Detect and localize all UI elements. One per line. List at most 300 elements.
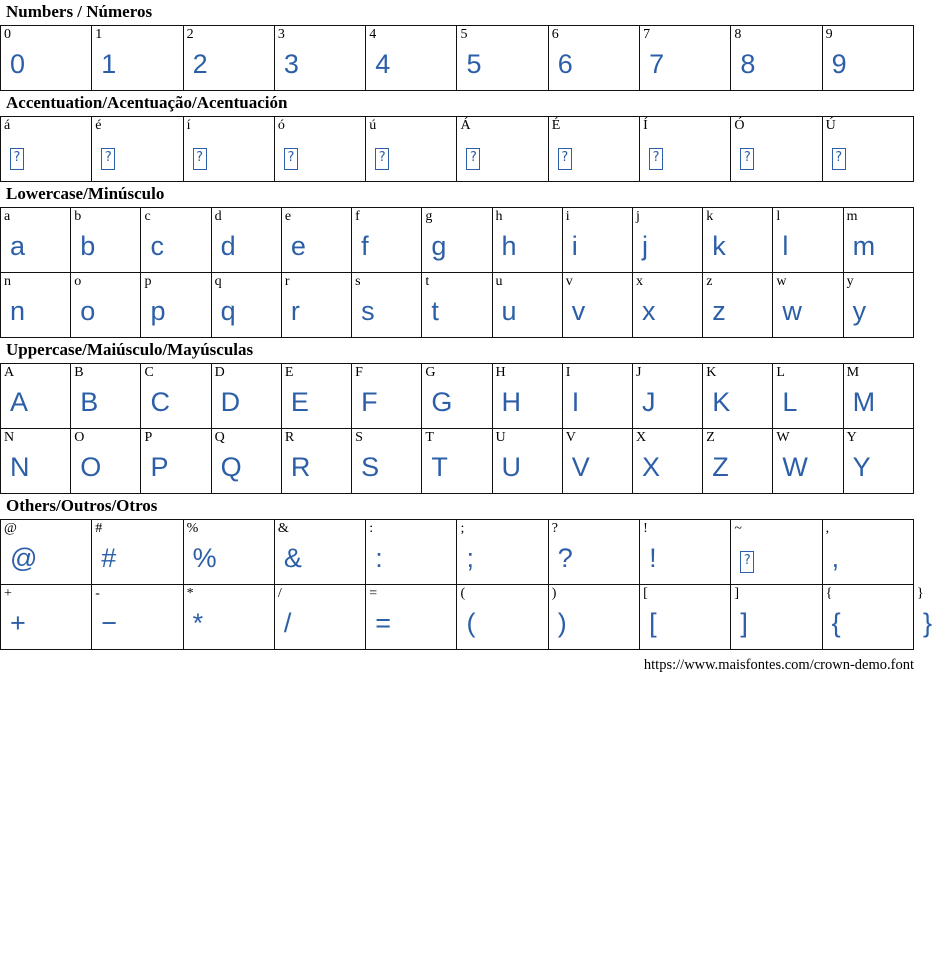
glyph-table bbox=[0, 116, 914, 182]
glyph-cell bbox=[183, 117, 274, 182]
glyph-rendered: , bbox=[831, 543, 840, 573]
glyph-cell bbox=[352, 208, 422, 273]
glyph-char-label: B bbox=[74, 365, 84, 380]
glyph-rendered: % bbox=[192, 543, 217, 573]
glyph-cell bbox=[731, 585, 822, 650]
glyph-char-label: Á bbox=[460, 118, 471, 133]
glyph-rendered: G bbox=[431, 387, 453, 417]
glyph-char-label: # bbox=[95, 521, 103, 536]
glyph-char-label: r bbox=[284, 274, 290, 289]
glyph-row bbox=[1, 208, 914, 273]
glyph-cell bbox=[773, 429, 843, 494]
glyph-char-label: E bbox=[284, 365, 294, 380]
glyph-rendered: B bbox=[80, 387, 99, 417]
glyph-char-label: ; bbox=[460, 521, 465, 536]
glyph-char-label: T bbox=[425, 430, 434, 445]
notdef-icon: ? bbox=[740, 551, 754, 573]
glyph-char-label: s bbox=[355, 274, 361, 289]
glyph-rendered: 7 bbox=[649, 49, 665, 79]
glyph-missing-box bbox=[1, 134, 91, 180]
glyph-char-label: S bbox=[355, 430, 363, 445]
section-accentuation bbox=[0, 91, 916, 182]
glyph-char-label: b bbox=[74, 209, 82, 224]
glyph-rendered: f bbox=[361, 231, 369, 261]
glyph-rendered: X bbox=[641, 452, 660, 482]
glyph-char-label: : bbox=[369, 521, 374, 536]
glyph-char-label: 8 bbox=[734, 27, 742, 42]
glyph-rendered: O bbox=[80, 452, 102, 482]
glyph-cell bbox=[562, 208, 632, 273]
glyph-row bbox=[1, 520, 914, 585]
glyph-rendered: = bbox=[375, 608, 391, 638]
glyph-cell bbox=[1, 26, 92, 91]
glyph-char-label: * bbox=[186, 586, 194, 601]
glyph-char-label: e bbox=[284, 209, 292, 224]
glyph-rendered: { bbox=[831, 608, 841, 638]
glyph-cell bbox=[71, 208, 141, 273]
glyph-char-label: @ bbox=[4, 521, 17, 536]
glyph-rendered: Q bbox=[220, 452, 242, 482]
glyph-rendered: ] bbox=[740, 608, 748, 638]
glyph-row bbox=[1, 117, 914, 182]
glyph-char-label: Ú bbox=[825, 118, 836, 133]
glyph-cell bbox=[211, 364, 281, 429]
glyph-cell bbox=[562, 429, 632, 494]
glyph-cell bbox=[703, 429, 773, 494]
glyph-cell bbox=[92, 117, 183, 182]
glyph-rendered: : bbox=[375, 543, 383, 573]
glyph-rendered: & bbox=[283, 543, 302, 573]
glyph-char-label: é bbox=[95, 118, 102, 133]
glyph-cell bbox=[773, 208, 843, 273]
glyph-rendered: p bbox=[150, 296, 166, 326]
glyph-char-label: w bbox=[776, 274, 787, 289]
glyph-char-label: , bbox=[825, 521, 830, 536]
glyph-rendered: V bbox=[571, 452, 590, 482]
glyph-rendered: 3 bbox=[283, 49, 299, 79]
glyph-cell bbox=[640, 117, 731, 182]
glyph-rendered: / bbox=[283, 608, 292, 638]
glyph-char-label: ? bbox=[551, 521, 558, 536]
glyph-rendered: C bbox=[150, 387, 170, 417]
glyph-char-label: f bbox=[355, 209, 360, 224]
glyph-cell bbox=[773, 364, 843, 429]
section-lowercase bbox=[0, 182, 916, 338]
glyph-rendered: o bbox=[80, 296, 96, 326]
glyph-char-label: Ó bbox=[734, 118, 745, 133]
glyph-missing-box bbox=[366, 134, 456, 180]
glyph-rendered: Z bbox=[712, 452, 729, 482]
glyph-char-label: 9 bbox=[825, 27, 833, 42]
glyph-char-label: - bbox=[95, 586, 100, 601]
glyph-missing-box bbox=[549, 134, 639, 180]
glyph-cell bbox=[492, 364, 562, 429]
glyph-char-label: ) bbox=[551, 586, 557, 601]
glyph-rendered: ) bbox=[557, 608, 567, 638]
glyph-char-label: á bbox=[4, 118, 11, 133]
glyph-cell bbox=[548, 520, 639, 585]
glyph-char-label: í bbox=[186, 118, 191, 133]
glyph-char-label: = bbox=[369, 586, 378, 601]
glyph-rendered: d bbox=[220, 231, 236, 261]
glyph-cell bbox=[457, 26, 548, 91]
glyph-missing-box bbox=[731, 537, 821, 583]
glyph-cell bbox=[457, 117, 548, 182]
glyph-cell bbox=[71, 364, 141, 429]
glyph-rendered: w bbox=[782, 296, 802, 326]
notdef-icon: ? bbox=[558, 148, 572, 170]
glyph-char-label: 3 bbox=[277, 27, 285, 42]
glyph-rendered: t bbox=[431, 296, 439, 326]
glyph-char-label: d bbox=[214, 209, 222, 224]
glyph-char-label: H bbox=[495, 365, 506, 380]
glyph-rendered: g bbox=[431, 231, 447, 261]
glyph-cell bbox=[211, 429, 281, 494]
glyph-char-label: 0 bbox=[4, 27, 11, 42]
glyph-rendered: N bbox=[10, 452, 30, 482]
glyph-row bbox=[1, 26, 914, 91]
section-others bbox=[0, 494, 932, 650]
glyph-char-label: + bbox=[4, 586, 12, 601]
glyph-rendered: − bbox=[101, 608, 118, 638]
glyph-rendered: K bbox=[712, 387, 731, 417]
glyph-cell bbox=[548, 585, 639, 650]
glyph-cell bbox=[843, 364, 913, 429]
glyph-cell bbox=[281, 273, 351, 338]
notdef-icon: ? bbox=[101, 148, 115, 170]
glyph-char-label: x bbox=[635, 274, 643, 289]
glyph-rendered: P bbox=[150, 452, 169, 482]
glyph-cell bbox=[731, 520, 822, 585]
glyph-rendered: R bbox=[290, 452, 311, 482]
glyph-char-label: É bbox=[551, 118, 561, 133]
glyph-cell bbox=[183, 585, 274, 650]
section-title: Others/Outros/Otros bbox=[6, 496, 158, 515]
glyph-char-label: n bbox=[4, 274, 11, 289]
glyph-table bbox=[0, 25, 914, 91]
glyph-char-label: V bbox=[565, 430, 576, 445]
glyph-cell bbox=[1, 273, 71, 338]
glyph-cell bbox=[274, 520, 365, 585]
glyph-rendered: 6 bbox=[557, 49, 573, 79]
section-uppercase bbox=[0, 338, 916, 494]
glyph-cell bbox=[1, 364, 71, 429]
glyph-cell bbox=[822, 520, 913, 585]
glyph-rendered: 5 bbox=[466, 49, 482, 79]
glyph-cell bbox=[71, 273, 141, 338]
glyph-cell bbox=[422, 364, 492, 429]
glyph-rendered: l bbox=[782, 231, 789, 261]
glyph-cell bbox=[92, 26, 183, 91]
notdef-icon: ? bbox=[375, 148, 389, 170]
glyph-rendered: j bbox=[641, 231, 648, 261]
glyph-rendered: J bbox=[641, 387, 656, 417]
glyph-char-label: A bbox=[4, 365, 15, 380]
glyph-rendered: ( bbox=[466, 608, 476, 638]
glyph-cell bbox=[492, 429, 562, 494]
glyph-cell bbox=[141, 273, 211, 338]
notdef-icon: ? bbox=[649, 148, 663, 170]
glyph-cell bbox=[366, 585, 457, 650]
notdef-icon: ? bbox=[740, 148, 754, 170]
glyph-char-label: { bbox=[825, 586, 833, 601]
glyph-cell bbox=[843, 273, 913, 338]
glyph-cell bbox=[731, 26, 822, 91]
glyph-cell bbox=[703, 208, 773, 273]
glyph-cell bbox=[562, 273, 632, 338]
glyph-char-label: Q bbox=[214, 430, 225, 445]
glyph-char-label: Y bbox=[846, 430, 857, 445]
glyph-cell bbox=[274, 117, 365, 182]
glyph-rendered: a bbox=[10, 231, 26, 261]
glyph-rendered: k bbox=[712, 231, 726, 261]
glyph-rendered: E bbox=[290, 387, 309, 417]
section-title: Numbers / Números bbox=[6, 2, 153, 21]
glyph-char-label: u bbox=[495, 274, 503, 289]
glyph-char-label: F bbox=[355, 365, 363, 380]
notdef-icon: ? bbox=[832, 148, 846, 170]
glyph-table bbox=[0, 363, 914, 494]
glyph-char-label: X bbox=[635, 430, 647, 445]
glyph-missing-box bbox=[184, 134, 274, 180]
glyph-char-label: t bbox=[425, 274, 430, 289]
glyph-rendered: L bbox=[782, 387, 798, 417]
glyph-cell bbox=[640, 585, 731, 650]
glyph-cell bbox=[1, 585, 92, 650]
glyph-rendered: 9 bbox=[831, 49, 847, 79]
glyph-char-label: G bbox=[425, 365, 436, 380]
glyph-char-label: 1 bbox=[95, 27, 103, 42]
glyph-rendered: } bbox=[922, 608, 932, 638]
glyph-cell bbox=[1, 429, 71, 494]
notdef-icon: ? bbox=[284, 148, 298, 170]
glyph-char-label: ~ bbox=[734, 521, 742, 536]
glyph-rendered: * bbox=[192, 608, 204, 638]
glyph-missing-box bbox=[640, 134, 730, 180]
glyph-rendered: S bbox=[361, 452, 380, 482]
glyph-char-label: ( bbox=[460, 586, 466, 601]
glyph-table bbox=[0, 519, 932, 650]
glyph-rendered: A bbox=[10, 387, 29, 417]
glyph-cell bbox=[548, 26, 639, 91]
glyph-rendered: + bbox=[10, 608, 26, 638]
glyph-missing-box bbox=[92, 134, 182, 180]
glyph-rendered: Y bbox=[852, 452, 871, 482]
glyph-cell bbox=[822, 585, 913, 650]
glyph-rendered: s bbox=[361, 296, 375, 326]
glyph-char-label: i bbox=[565, 209, 570, 224]
glyph-cell bbox=[822, 26, 913, 91]
section-title: Uppercase/Maiúsculo/Mayúsculas bbox=[6, 340, 254, 359]
glyph-rendered: ! bbox=[649, 543, 657, 573]
glyph-rendered: M bbox=[852, 387, 876, 417]
glyph-char-label: c bbox=[144, 209, 151, 224]
glyph-rendered: W bbox=[782, 452, 808, 482]
glyph-char-label: C bbox=[144, 365, 154, 380]
glyph-rendered: q bbox=[220, 296, 236, 326]
glyph-cell bbox=[274, 26, 365, 91]
glyph-char-label: h bbox=[495, 209, 503, 224]
glyph-cell bbox=[632, 429, 702, 494]
glyph-cell bbox=[773, 273, 843, 338]
glyph-char-label: P bbox=[144, 430, 153, 445]
glyph-cell bbox=[843, 208, 913, 273]
glyph-cell bbox=[71, 429, 141, 494]
glyph-char-label: z bbox=[706, 274, 713, 289]
glyph-char-label: 6 bbox=[551, 27, 559, 42]
glyph-cell bbox=[141, 208, 211, 273]
glyph-char-label: % bbox=[186, 521, 199, 536]
glyph-cell bbox=[274, 585, 365, 650]
glyph-char-label: Í bbox=[643, 118, 648, 133]
glyph-cell bbox=[457, 585, 548, 650]
glyph-cell bbox=[1, 117, 92, 182]
glyph-cell bbox=[640, 26, 731, 91]
glyph-rendered: c bbox=[150, 231, 164, 261]
glyph-cell bbox=[492, 208, 562, 273]
section-title: Accentuation/Acentuação/Acentuación bbox=[6, 93, 288, 112]
glyph-cell bbox=[562, 364, 632, 429]
glyph-cell bbox=[352, 273, 422, 338]
glyph-rendered: b bbox=[80, 231, 96, 261]
glyph-rendered: T bbox=[431, 452, 448, 482]
glyph-missing-box bbox=[823, 134, 913, 180]
glyph-cell bbox=[281, 208, 351, 273]
glyph-row bbox=[1, 429, 914, 494]
glyph-char-label: v bbox=[565, 274, 573, 289]
notdef-icon: ? bbox=[466, 148, 480, 170]
glyph-cell bbox=[703, 273, 773, 338]
glyph-char-label: I bbox=[565, 365, 571, 380]
glyph-rendered: I bbox=[571, 387, 580, 417]
glyph-cell bbox=[211, 273, 281, 338]
glyph-rendered: H bbox=[501, 387, 522, 417]
glyph-char-label: 5 bbox=[460, 27, 468, 42]
glyph-cell bbox=[281, 364, 351, 429]
glyph-cell bbox=[640, 520, 731, 585]
section-title: Lowercase/Minúsculo bbox=[6, 184, 165, 203]
source-url: https://www.maisfontes.com/crown-demo.font bbox=[643, 657, 914, 673]
glyph-cell bbox=[703, 364, 773, 429]
glyph-rendered: z bbox=[712, 296, 726, 326]
glyph-char-label: O bbox=[74, 430, 85, 445]
glyph-char-label: o bbox=[74, 274, 82, 289]
glyph-rendered: 2 bbox=[192, 49, 208, 79]
glyph-char-label: k bbox=[706, 209, 714, 224]
notdef-icon: ? bbox=[10, 148, 24, 170]
glyph-cell bbox=[422, 273, 492, 338]
glyph-cell bbox=[183, 26, 274, 91]
glyph-cell bbox=[492, 273, 562, 338]
glyph-missing-box bbox=[457, 134, 547, 180]
glyph-cell bbox=[366, 26, 457, 91]
glyph-char-label: 4 bbox=[369, 27, 377, 42]
glyph-cell bbox=[1, 208, 71, 273]
glyph-rendered: ; bbox=[466, 543, 474, 573]
glyph-char-label: q bbox=[214, 274, 222, 289]
glyph-table bbox=[0, 207, 914, 338]
glyph-rendered: 1 bbox=[101, 49, 117, 79]
glyph-rendered: u bbox=[501, 296, 517, 326]
glyph-char-label: R bbox=[284, 430, 295, 445]
glyph-char-label: p bbox=[144, 274, 152, 289]
glyph-cell bbox=[366, 117, 457, 182]
glyph-char-label: ! bbox=[643, 521, 648, 536]
glyph-char-label: l bbox=[776, 209, 781, 224]
glyph-char-label: j bbox=[635, 209, 640, 224]
glyph-cell bbox=[632, 364, 702, 429]
glyph-char-label: ] bbox=[734, 586, 740, 601]
glyph-rendered: v bbox=[571, 296, 586, 326]
glyph-char-label: 7 bbox=[643, 27, 651, 42]
glyph-char-label: } bbox=[916, 586, 924, 601]
glyph-char-label: N bbox=[4, 430, 15, 445]
glyph-char-label: & bbox=[277, 521, 289, 536]
glyph-rendered: ? bbox=[557, 543, 573, 573]
glyph-char-label: K bbox=[706, 365, 717, 380]
glyph-char-label: ú bbox=[369, 118, 377, 133]
glyph-row bbox=[1, 273, 914, 338]
glyph-char-label: U bbox=[495, 430, 506, 445]
glyph-rendered: m bbox=[852, 231, 876, 261]
glyph-missing-box bbox=[731, 134, 821, 180]
glyph-char-label: y bbox=[846, 274, 854, 289]
glyph-cell bbox=[352, 364, 422, 429]
glyph-rendered: U bbox=[501, 452, 522, 482]
glyph-rendered: x bbox=[641, 296, 656, 326]
glyph-char-label: J bbox=[635, 365, 642, 380]
glyph-cell bbox=[281, 429, 351, 494]
glyph-cell bbox=[632, 273, 702, 338]
glyph-char-label: m bbox=[846, 209, 858, 224]
glyph-rendered: r bbox=[290, 296, 300, 326]
glyph-cell bbox=[632, 208, 702, 273]
glyph-char-label: ó bbox=[277, 118, 285, 133]
glyph-cell bbox=[141, 429, 211, 494]
glyph-char-label: [ bbox=[643, 586, 648, 601]
glyph-rendered: i bbox=[571, 231, 578, 261]
glyph-char-label: g bbox=[425, 209, 433, 224]
glyph-cell bbox=[141, 364, 211, 429]
glyph-rendered: e bbox=[290, 231, 306, 261]
glyph-char-label: a bbox=[4, 209, 11, 224]
glyph-cell bbox=[92, 585, 183, 650]
glyph-rendered: F bbox=[361, 387, 378, 417]
glyph-rendered: h bbox=[501, 231, 517, 261]
glyph-char-label: 2 bbox=[186, 27, 194, 42]
glyph-cell bbox=[366, 520, 457, 585]
glyph-rendered: [ bbox=[649, 608, 657, 638]
glyph-cell bbox=[422, 429, 492, 494]
section-numbers bbox=[0, 0, 916, 91]
glyph-cell bbox=[1, 520, 92, 585]
glyph-row bbox=[1, 364, 914, 429]
glyph-cell bbox=[731, 117, 822, 182]
notdef-icon: ? bbox=[193, 148, 207, 170]
glyph-rendered: 8 bbox=[740, 49, 756, 79]
glyph-cell bbox=[548, 117, 639, 182]
glyph-missing-box bbox=[275, 134, 365, 180]
glyph-cell bbox=[183, 520, 274, 585]
glyph-rendered: # bbox=[101, 543, 117, 573]
glyph-rendered: n bbox=[10, 296, 26, 326]
glyph-rendered: 0 bbox=[10, 49, 26, 79]
glyph-char-label: D bbox=[214, 365, 225, 380]
glyph-char-label: W bbox=[776, 430, 790, 445]
glyph-cell bbox=[822, 117, 913, 182]
glyph-char-label: Z bbox=[706, 430, 715, 445]
glyph-rendered: @ bbox=[10, 543, 38, 573]
